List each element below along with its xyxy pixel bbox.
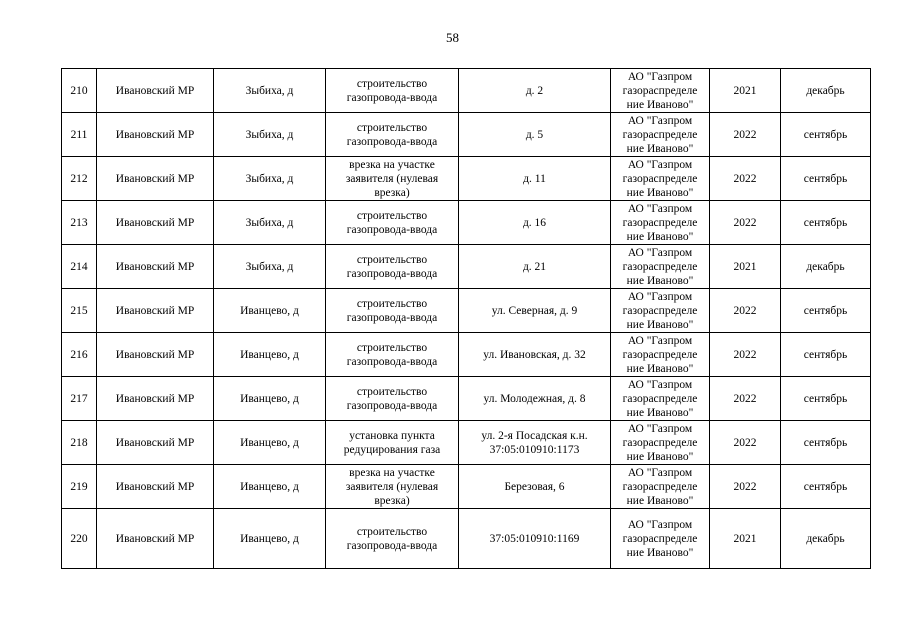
- month-cell: сентябрь: [781, 465, 871, 509]
- address-cell: д. 16: [459, 201, 611, 245]
- table-row: [62, 113, 871, 157]
- district-cell: Ивановский МР: [97, 333, 214, 377]
- organization-cell: АО "Газпром газораспределе ние Иваново": [611, 157, 710, 201]
- year-cell: 2022: [710, 289, 781, 333]
- month-cell: сентябрь: [781, 113, 871, 157]
- address-cell: д. 11: [459, 157, 611, 201]
- district-cell: Ивановский МР: [97, 377, 214, 421]
- year-cell: 2021: [710, 245, 781, 289]
- year-cell: 2022: [710, 113, 781, 157]
- row-number-cell: 215: [62, 289, 97, 333]
- district-cell: Ивановский МР: [97, 201, 214, 245]
- table-row: [62, 377, 871, 421]
- year-cell: 2021: [710, 69, 781, 113]
- locality-cell: Зыбиха, д: [214, 113, 326, 157]
- row-number-cell: 218: [62, 421, 97, 465]
- locality-cell: Иванцево, д: [214, 465, 326, 509]
- month-cell: сентябрь: [781, 201, 871, 245]
- work-type-cell: строительство газопровода-ввода: [326, 113, 459, 157]
- row-number-cell: 212: [62, 157, 97, 201]
- locality-cell: Иванцево, д: [214, 377, 326, 421]
- locality-cell: Зыбиха, д: [214, 157, 326, 201]
- month-cell: сентябрь: [781, 289, 871, 333]
- district-cell: Ивановский МР: [97, 157, 214, 201]
- table-row: [62, 69, 871, 113]
- table-row: [62, 333, 871, 377]
- month-cell: сентябрь: [781, 157, 871, 201]
- year-cell: 2022: [710, 465, 781, 509]
- row-number-cell: 217: [62, 377, 97, 421]
- work-type-cell: установка пункта редуцирования газа: [326, 421, 459, 465]
- locality-cell: Иванцево, д: [214, 289, 326, 333]
- locality-cell: Иванцево, д: [214, 333, 326, 377]
- row-number-cell: 219: [62, 465, 97, 509]
- organization-cell: АО "Газпром газораспределе ние Иваново": [611, 69, 710, 113]
- locality-cell: Зыбиха, д: [214, 245, 326, 289]
- year-cell: 2022: [710, 201, 781, 245]
- organization-cell: АО "Газпром газораспределе ние Иваново": [611, 113, 710, 157]
- district-cell: Ивановский МР: [97, 421, 214, 465]
- work-type-cell: врезка на участке заявителя (нулевая врезка): [326, 157, 459, 201]
- year-cell: 2021: [710, 509, 781, 569]
- address-cell: ул. Северная, д. 9: [459, 289, 611, 333]
- month-cell: декабрь: [781, 509, 871, 569]
- district-cell: Ивановский МР: [97, 245, 214, 289]
- row-number-cell: 211: [62, 113, 97, 157]
- organization-cell: АО "Газпром газораспределе ние Иваново": [611, 333, 710, 377]
- work-type-cell: строительство газопровода-ввода: [326, 509, 459, 569]
- address-cell: ул. Молодежная, д. 8: [459, 377, 611, 421]
- year-cell: 2022: [710, 421, 781, 465]
- organization-cell: АО "Газпром газораспределе ние Иваново": [611, 201, 710, 245]
- locality-cell: Зыбиха, д: [214, 201, 326, 245]
- locality-cell: Иванцево, д: [214, 509, 326, 569]
- locality-cell: Зыбиха, д: [214, 69, 326, 113]
- organization-cell: АО "Газпром газораспределе ние Иваново": [611, 245, 710, 289]
- month-cell: сентябрь: [781, 421, 871, 465]
- work-type-cell: строительство газопровода-ввода: [326, 245, 459, 289]
- district-cell: Ивановский МР: [97, 289, 214, 333]
- work-type-cell: строительство газопровода-ввода: [326, 289, 459, 333]
- table-row: [62, 465, 871, 509]
- row-number-cell: 216: [62, 333, 97, 377]
- address-cell: д. 21: [459, 245, 611, 289]
- work-type-cell: строительство газопровода-ввода: [326, 201, 459, 245]
- row-number-cell: 210: [62, 69, 97, 113]
- page-number: 58: [446, 30, 459, 45]
- year-cell: 2022: [710, 157, 781, 201]
- address-cell: ул. Ивановская, д. 32: [459, 333, 611, 377]
- district-cell: Ивановский МР: [97, 113, 214, 157]
- table-row: [62, 201, 871, 245]
- year-cell: 2022: [710, 377, 781, 421]
- month-cell: декабрь: [781, 245, 871, 289]
- address-cell: 37:05:010910:1169: [459, 509, 611, 569]
- gas-works-table: [61, 68, 871, 569]
- table-row: [62, 421, 871, 465]
- row-number-cell: 214: [62, 245, 97, 289]
- table-row: [62, 245, 871, 289]
- row-number-cell: 213: [62, 201, 97, 245]
- organization-cell: АО "Газпром газораспределе ние Иваново": [611, 465, 710, 509]
- work-type-cell: строительство газопровода-ввода: [326, 377, 459, 421]
- organization-cell: АО "Газпром газораспределе ние Иваново": [611, 377, 710, 421]
- table-row: [62, 289, 871, 333]
- row-number-cell: 220: [62, 509, 97, 569]
- month-cell: декабрь: [781, 69, 871, 113]
- organization-cell: АО "Газпром газораспределе ние Иваново": [611, 509, 710, 569]
- organization-cell: АО "Газпром газораспределе ние Иваново": [611, 289, 710, 333]
- address-cell: д. 5: [459, 113, 611, 157]
- district-cell: Ивановский МР: [97, 509, 214, 569]
- work-type-cell: строительство газопровода-ввода: [326, 69, 459, 113]
- locality-cell: Иванцево, д: [214, 421, 326, 465]
- district-cell: Ивановский МР: [97, 69, 214, 113]
- address-cell: д. 2: [459, 69, 611, 113]
- table-row: [62, 509, 871, 569]
- work-type-cell: врезка на участке заявителя (нулевая врезка): [326, 465, 459, 509]
- district-cell: Ивановский МР: [97, 465, 214, 509]
- table-row: [62, 157, 871, 201]
- month-cell: сентябрь: [781, 333, 871, 377]
- address-cell: ул. 2-я Посадская к.н. 37:05:010910:1173: [459, 421, 611, 465]
- organization-cell: АО "Газпром газораспределе ние Иваново": [611, 421, 710, 465]
- year-cell: 2022: [710, 333, 781, 377]
- month-cell: сентябрь: [781, 377, 871, 421]
- address-cell: Березовая, 6: [459, 465, 611, 509]
- work-type-cell: строительство газопровода-ввода: [326, 333, 459, 377]
